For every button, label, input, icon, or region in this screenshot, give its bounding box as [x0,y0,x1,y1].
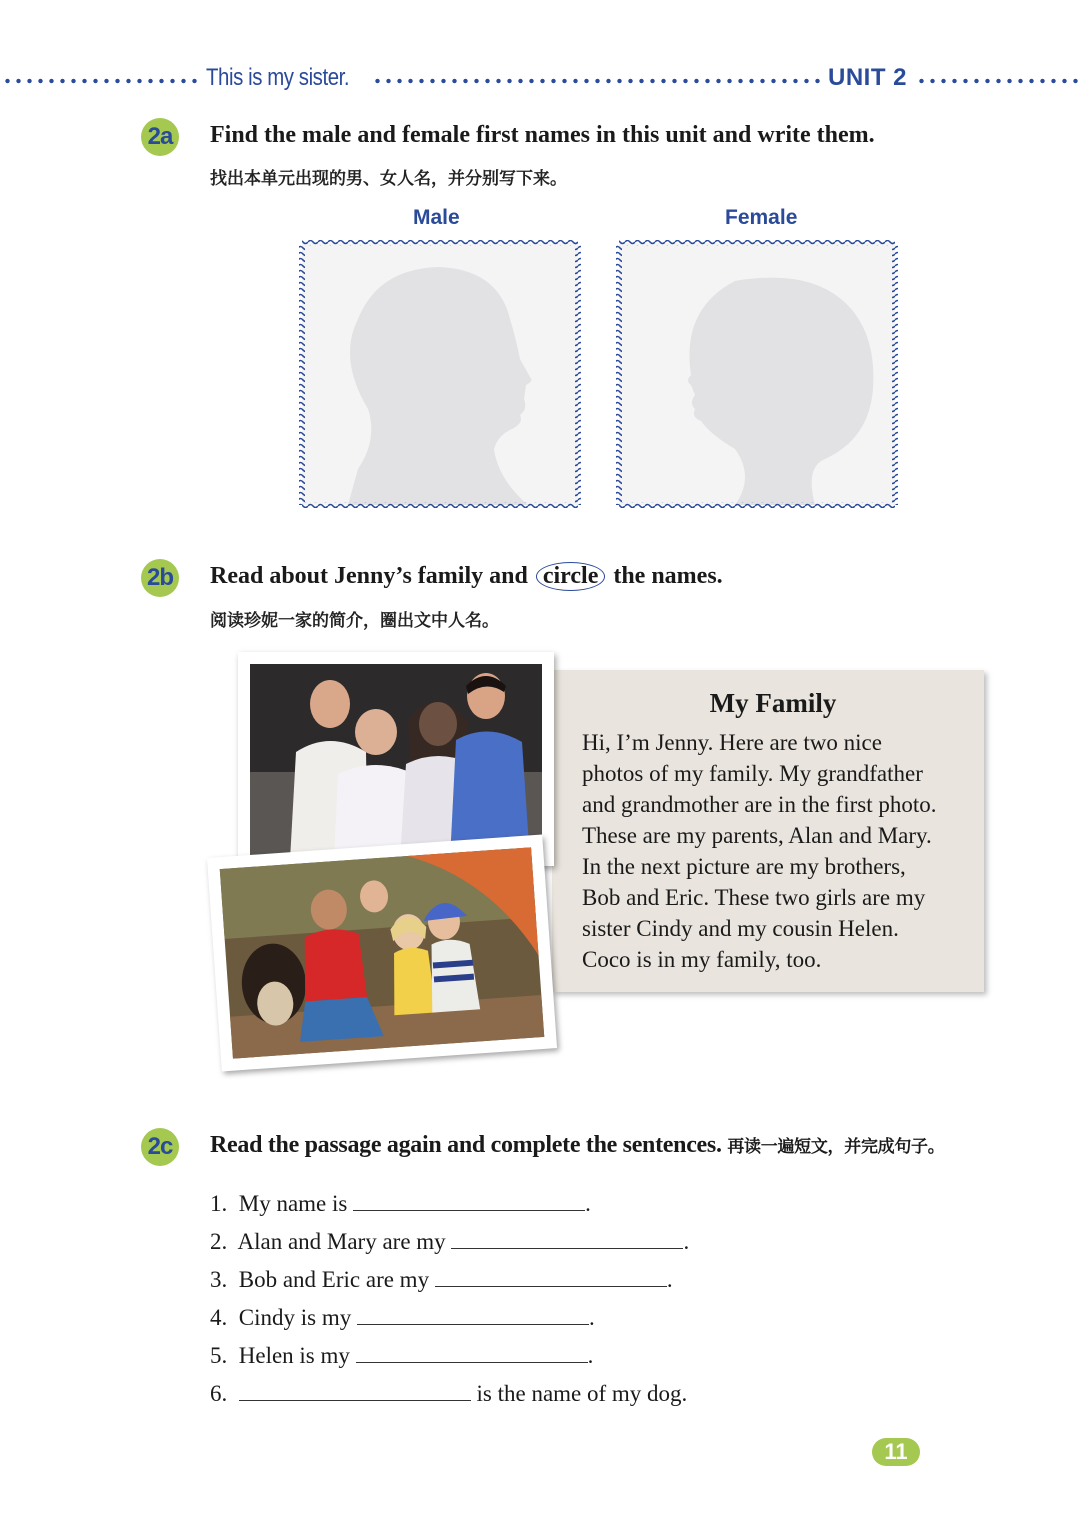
sentence-number: 5. [210,1343,228,1368]
page-number: 11 [872,1438,920,1466]
sentence-suffix: . [587,1343,594,1368]
sentence-number: 6. [210,1381,228,1406]
sentence-6 [210,1380,687,1407]
header-dots-middle [372,78,822,84]
instruction-2b-circled-word: circle [536,562,606,591]
sentence-suffix: . [683,1229,690,1254]
instruction-2b-post: the names. [613,563,723,589]
sentence-suffix: is the name of my dog. [476,1381,688,1406]
passage-line: and grandmother are in the first photo. [582,792,937,817]
sentence-5 [210,1342,593,1369]
subtitle-2a: 找出本单元出现的男、女人名，并分别写下来。 [210,169,567,188]
sentence-prefix: Alan and Mary are my [237,1229,446,1254]
sentence-suffix: . [588,1305,595,1330]
sentence-2 [210,1228,689,1255]
section-badge-2c: 2c [141,1128,179,1166]
section-badge-2a: 2a [141,118,179,156]
passage-line: photos of my family. My grandfather [582,761,923,786]
sentence-suffix: . [666,1267,673,1292]
male-label: Male [413,206,460,229]
instruction-2b-pre: Read about Jenny’s family and [210,563,528,589]
header-dots-right [916,78,1078,84]
female-label: Female [725,206,798,229]
sentence-4 [210,1304,595,1331]
sentence-number: 2. [210,1229,228,1254]
passage-line: Bob and Eric. These two girls are my [582,885,926,910]
family-photo-adults [238,652,554,866]
section-badge-2b: 2b [141,559,179,597]
passage-line: Hi, I’m Jenny. Here are two nice [582,730,882,755]
answer-blank-1[interactable] [353,1190,585,1211]
unit-label: UNIT 2 [828,64,908,91]
passage-line: These are my parents, Alan and Mary. [582,823,932,848]
instruction-2b [210,562,723,591]
sentence-3 [210,1266,673,1293]
sentence-suffix: . [585,1191,591,1216]
family-photo-children [207,835,557,1072]
female-silhouette-frame[interactable] [615,239,899,509]
answer-blank-6[interactable] [239,1380,471,1401]
sentence-prefix: My name is [238,1191,348,1216]
instruction-2c-en: Read the passage again and complete the sentences. [210,1132,722,1158]
answer-blank-3[interactable] [435,1266,667,1287]
subtitle-2b: 阅读珍妮一家的简介，圈出文中人名。 [210,611,499,630]
sentence-prefix: Cindy is my [238,1305,352,1330]
sentence-number: 3. [210,1267,228,1292]
sentence-1 [210,1190,591,1217]
answer-blank-2[interactable] [451,1228,683,1249]
passage-line: sister Cindy and my cousin Helen. [582,916,899,941]
answer-blank-5[interactable] [356,1342,588,1363]
header-dots-left [2,78,200,84]
instruction-2a: Find the male and female first names in this unit and write them. [210,122,875,148]
sentence-number: 1. [210,1191,228,1216]
unit-title: This is my sister. [206,64,350,91]
male-silhouette-frame[interactable] [298,239,582,509]
sentence-prefix: Bob and Eric are my [238,1267,430,1292]
passage-line: In the next picture are my brothers, [582,854,906,879]
instruction-2c [210,1132,944,1159]
passage-title: My Family [709,688,837,718]
passage-line: Coco is in my family, too. [582,947,822,972]
answer-blank-4[interactable] [357,1304,589,1325]
instruction-2c-cn: 再读一遍短文，并完成句子。 [727,1137,945,1156]
sentence-prefix: Helen is my [238,1343,350,1368]
sentence-number: 4. [210,1305,228,1330]
